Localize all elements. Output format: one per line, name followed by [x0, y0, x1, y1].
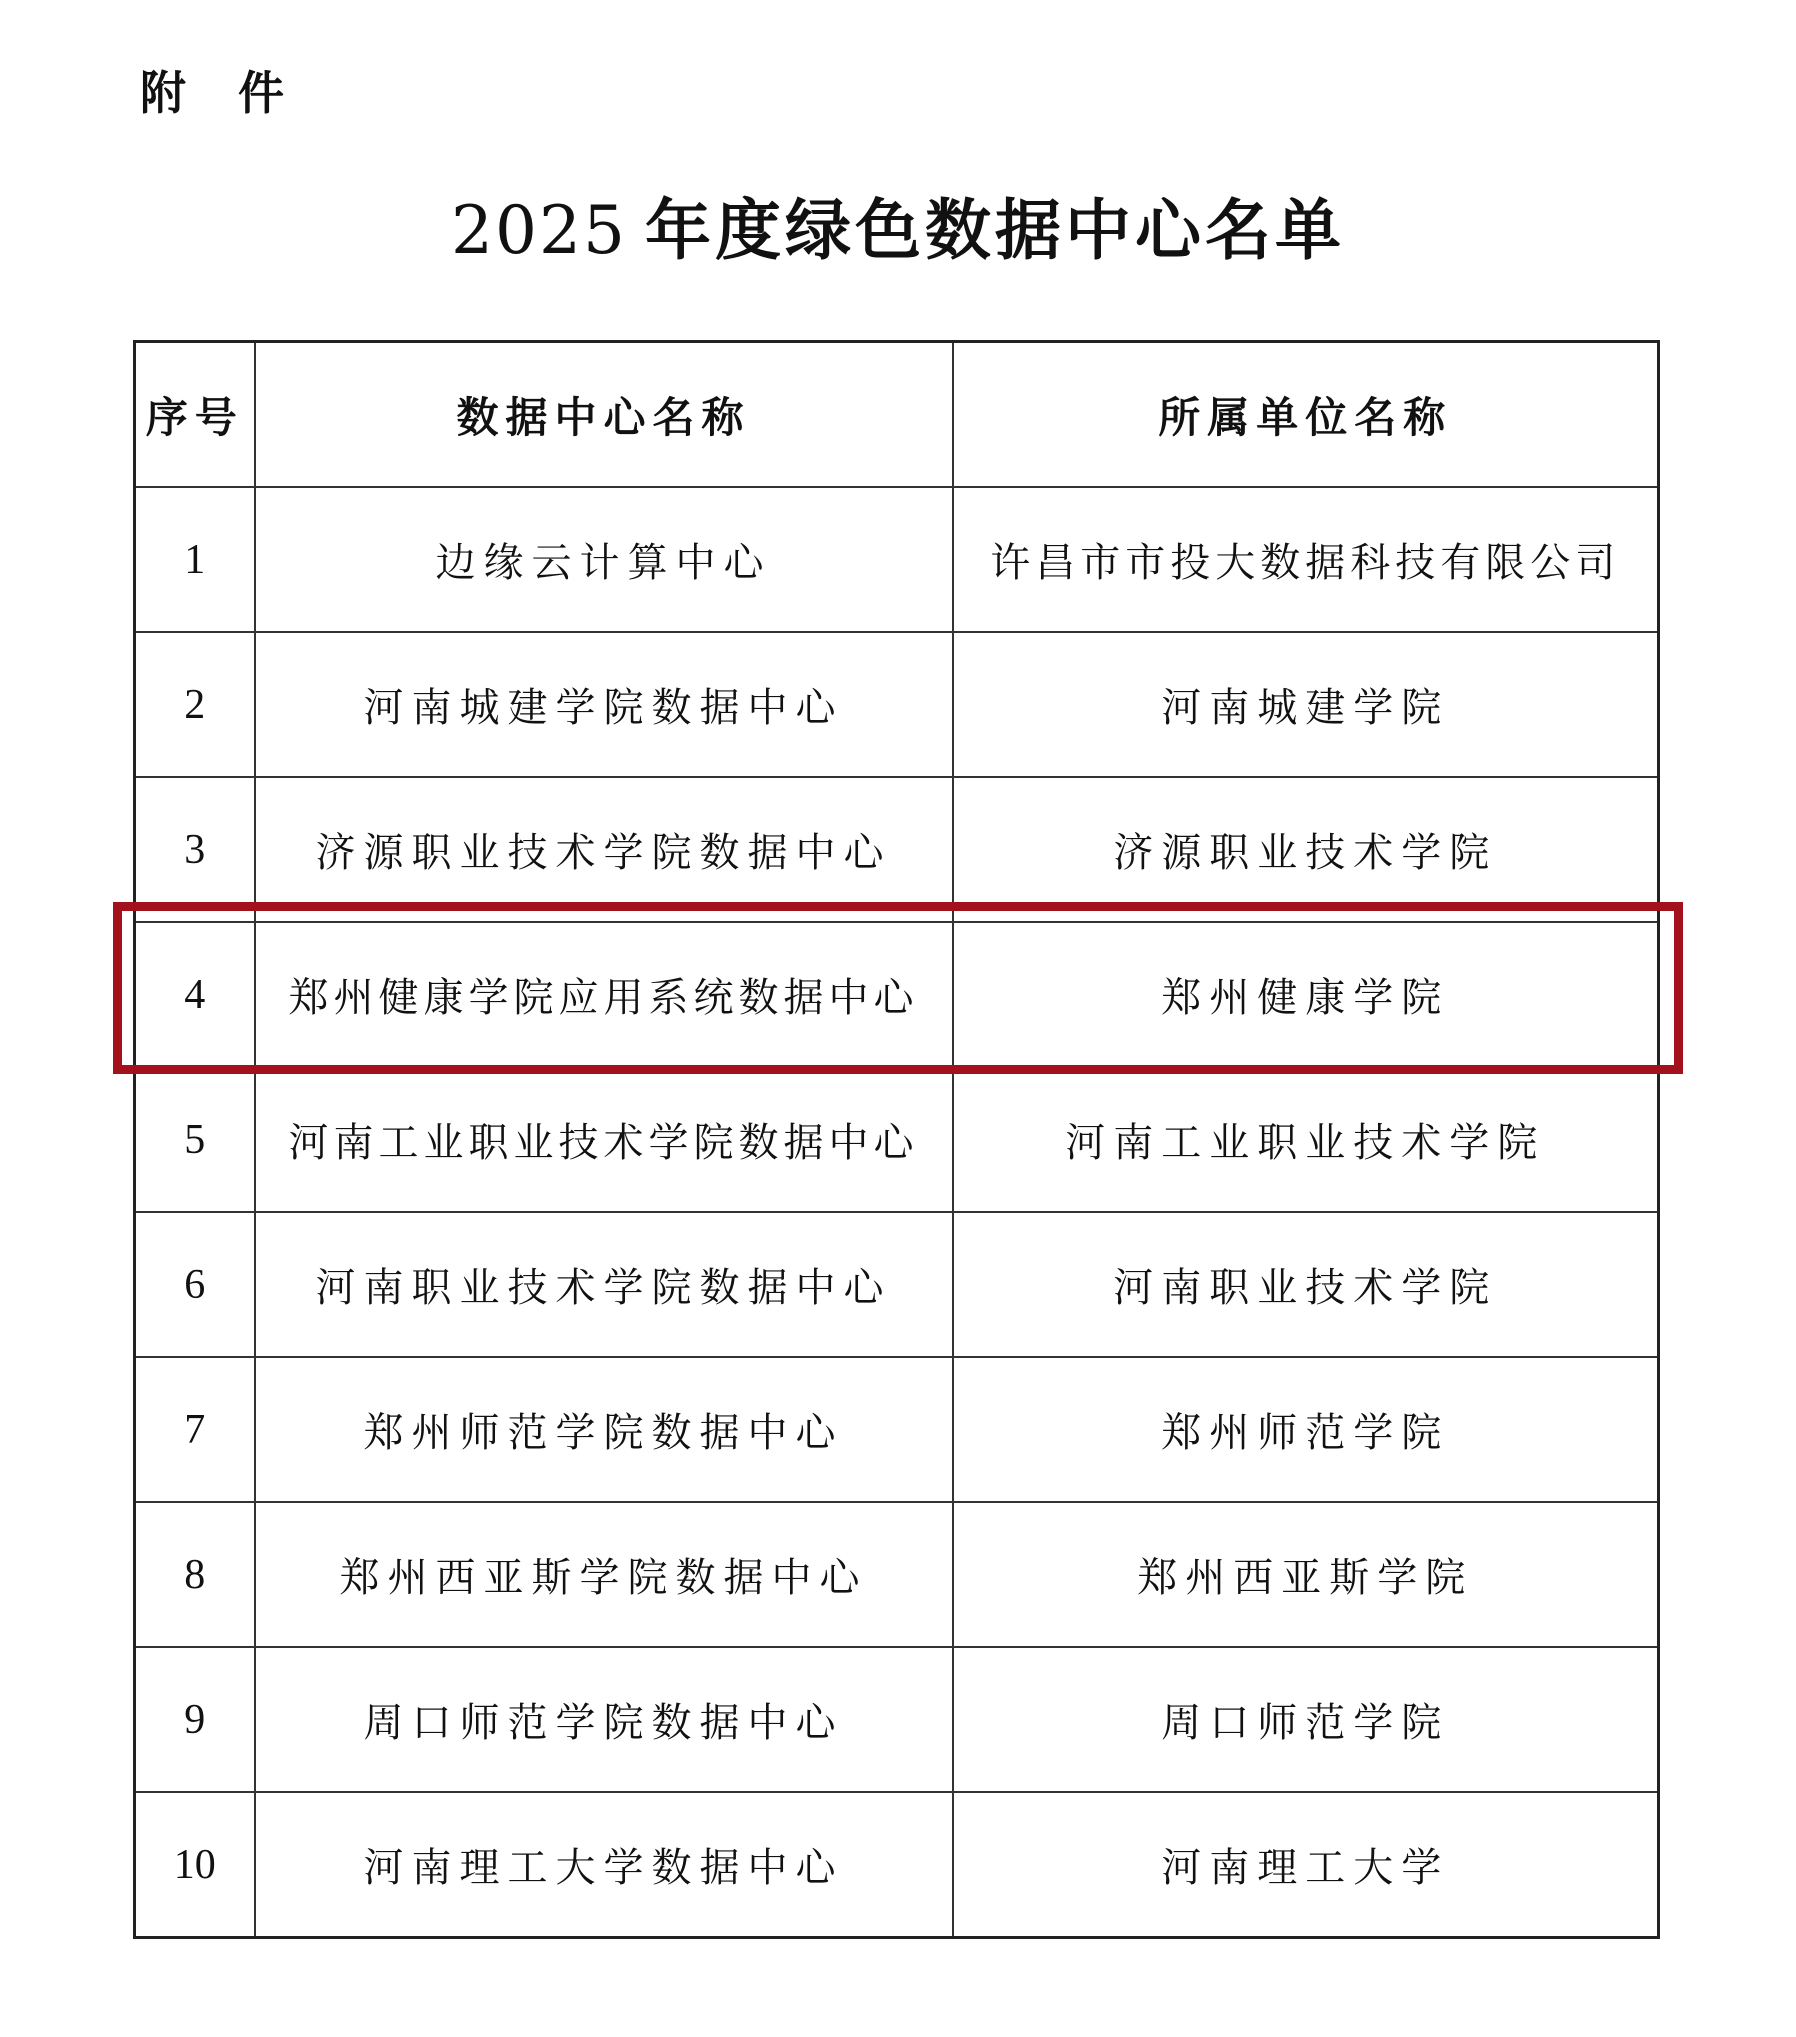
- row-no: 3: [135, 777, 255, 922]
- table-row: [135, 777, 1659, 922]
- row-no: 7: [135, 1357, 255, 1502]
- title-year: 2025: [451, 192, 627, 269]
- organization-name: 河南城建学院: [953, 632, 1659, 777]
- organization-name: 河南职业技术学院: [953, 1212, 1659, 1357]
- data-center-name: 河南工业职业技术学院数据中心: [255, 1067, 953, 1212]
- data-center-name: 济源职业技术学院数据中心: [255, 777, 953, 922]
- data-center-name: 周口师范学院数据中心: [255, 1647, 953, 1792]
- table-row: [135, 1502, 1659, 1647]
- table-header-row: [135, 342, 1659, 488]
- data-center-name: 郑州师范学院数据中心: [255, 1357, 953, 1502]
- table-row: [135, 1792, 1659, 1938]
- row-no: 8: [135, 1502, 255, 1647]
- table-row: [135, 487, 1659, 632]
- table-row: [135, 1212, 1659, 1357]
- row-no: 5: [135, 1067, 255, 1212]
- document-title: [0, 188, 1796, 273]
- data-center-name: 郑州健康学院应用系统数据中心: [255, 922, 953, 1067]
- table-row: [135, 1067, 1659, 1212]
- data-center-name: 河南职业技术学院数据中心: [255, 1212, 953, 1357]
- organization-name: 周口师范学院: [953, 1647, 1659, 1792]
- data-center-name: 边缘云计算中心: [255, 487, 953, 632]
- row-no: 10: [135, 1792, 255, 1938]
- row-no: 6: [135, 1212, 255, 1357]
- organization-name: 郑州师范学院: [953, 1357, 1659, 1502]
- row-no: 2: [135, 632, 255, 777]
- column-header-org: 所属单位名称: [953, 342, 1659, 488]
- column-header-name: 数据中心名称: [255, 342, 953, 488]
- table-row-highlighted: [135, 922, 1659, 1067]
- row-no: 9: [135, 1647, 255, 1792]
- organization-name: 河南理工大学: [953, 1792, 1659, 1938]
- data-center-name: 河南理工大学数据中心: [255, 1792, 953, 1938]
- table-row: [135, 632, 1659, 777]
- data-center-table: [133, 340, 1660, 1939]
- organization-name: 郑州西亚斯学院: [953, 1502, 1659, 1647]
- title-text: 年度绿色数据中心名单: [644, 192, 1345, 269]
- organization-name: 河南工业职业技术学院: [953, 1067, 1659, 1212]
- data-center-name: 河南城建学院数据中心: [255, 632, 953, 777]
- row-no: 1: [135, 487, 255, 632]
- attachment-label: 附件: [140, 66, 336, 120]
- table-row: [135, 1647, 1659, 1792]
- row-no: 4: [135, 922, 255, 1067]
- organization-name: 郑州健康学院: [953, 922, 1659, 1067]
- organization-name: 济源职业技术学院: [953, 777, 1659, 922]
- table-row: [135, 1357, 1659, 1502]
- organization-name: 许昌市市投大数据科技有限公司: [953, 487, 1659, 632]
- column-header-no: 序号: [135, 342, 255, 488]
- data-center-name: 郑州西亚斯学院数据中心: [255, 1502, 953, 1647]
